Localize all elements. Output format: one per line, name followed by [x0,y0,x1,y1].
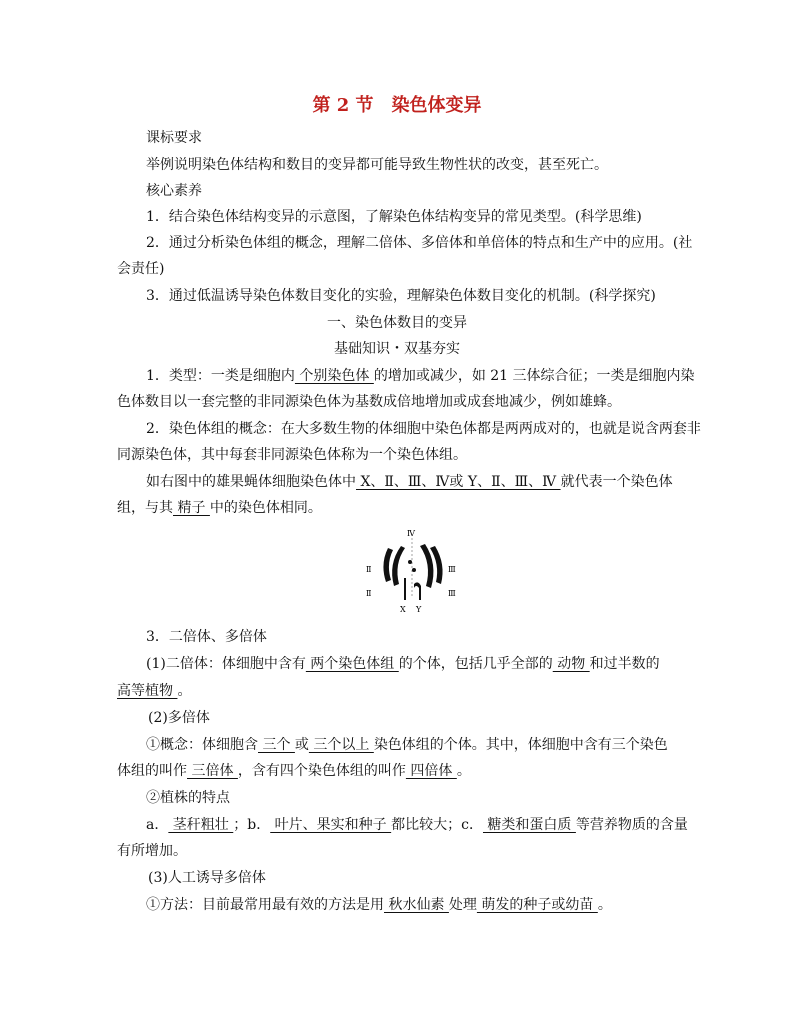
literacy-heading: 核心素养 [146,183,202,199]
label-iii: Ⅲ [448,589,456,598]
part1-subheading: 基础知识・双基夯实 [334,341,460,357]
fruit-fly-paragraph-cont: 组，与其 精子 中的染色体相同。 [117,500,322,516]
fruit-fly-paragraph: 如右图中的雄果蝇体细胞染色体中 X、Ⅱ、Ⅲ、Ⅳ或 Y、Ⅱ、Ⅲ、Ⅳ 就代表一个染色体 [146,474,673,490]
chromosome-y [414,582,421,600]
plant-features: a． 茎秆粗壮 ；b． 叶片、果实和种子 都比较大；c． 糖类和蛋白质 等营养物质的含量 [146,817,688,833]
answer-blank: 高等植物 [117,683,178,699]
chromosome-iv-dot [412,568,416,572]
section-title: 染色体变异 [391,95,482,116]
answer-blank: 个别染色体 [294,368,374,384]
diploid-paragraph-cont: 高等植物 。 [117,683,192,699]
answer-blank: 三个以上 [308,737,374,753]
answer-blank: 四倍体 [405,763,457,779]
polyploid-heading: (2)多倍体 [148,710,210,726]
literacy-item-2-cont: 会责任) [117,261,165,277]
answer-blank: 三个 [258,737,295,753]
chromosome-iii-right [420,544,433,588]
literacy-item-3: 3．通过低温诱导染色体数目变化的实验，理解染色体数目变化的机制。(科学探究) [146,288,656,304]
diploid-paragraph: (1)二倍体：体细胞中含有 两个染色体组 的个体，包括几乎全部的 动物 和过半数的 [146,656,660,672]
chromosome-set-concept-cont: 同源染色体，其中每套非同源染色体称为一个染色体组。 [117,447,467,463]
literacy-item-1: 1．结合染色体结构变异的示意图，了解染色体结构变异的常见类型。(科学思维) [146,209,642,225]
answer-blank: 萌发的种子或幼苗 [476,897,598,913]
induction-method: ①方法：目前最常用最有效的方法是用 秋水仙素 处理 萌发的种子或幼苗 。 [146,897,612,913]
label-x: X [400,605,406,614]
answer-blank: 糖类和蛋白质 [482,817,576,833]
artificial-induction-heading: (3)人工诱导多倍体 [148,870,266,886]
plant-features-cont: 有所增加。 [117,843,187,859]
answer-blank: 三倍体 [187,763,238,779]
answer-blank: 两个染色体组 [305,656,399,672]
chromosome-ii-left [383,548,393,582]
chromosome-x [404,578,406,600]
section-3-heading: 3．二倍体、多倍体 [146,629,267,645]
answer-blank: X、Ⅱ、Ⅲ、Ⅳ或 Y、Ⅱ、Ⅲ、Ⅳ [356,474,561,490]
answer-blank: 叶片、果实和种子 [270,817,392,833]
label-y: Y [416,605,422,614]
label-iii: Ⅲ [448,565,456,574]
label-iv: Ⅳ [407,529,415,538]
literacy-item-2: 2．通过分析染色体组的概念，理解二倍体、多倍体和单倍体的特点和生产中的应用。(社 [146,235,693,251]
fruit-fly-chromosome-figure [358,524,462,616]
type-paragraph-cont: 色体数目以一套完整的非同源染色体为基数成倍地增加或成套地减少，例如雄蜂。 [117,394,621,410]
requirements-heading: 课标要求 [146,130,202,146]
answer-blank: 精子 [173,500,210,516]
page-title [0,94,794,118]
part1-heading: 一、染色体数目的变异 [327,315,467,331]
polyploid-concept: ①概念：体细胞含 三个 或 三个以上 染色体组的个体。其中，体细胞中含有三个染色 [146,737,668,753]
answer-blank: 茎秆粗壮 [168,817,234,833]
type-paragraph: 1．类型：一类是细胞内 个别染色体 的增加或减少，如 21 三体综合征；一类是细胞内染 [146,368,695,384]
answer-blank: 动物 [552,656,590,672]
polyploid-concept-cont: 体组的叫作 三倍体 ，含有四个染色体组的叫作 四倍体 。 [117,763,471,779]
chromosome-iv-dot [408,560,412,564]
label-ii: Ⅱ [366,565,372,574]
label-ii: Ⅱ [366,589,372,598]
section-number: 第 2 节 [312,95,374,116]
requirements-text: 举例说明染色体结构和数目的变异都可能导致生物性状的改变，甚至死亡。 [146,157,608,173]
chromosome-iii-left [392,546,405,586]
answer-blank: 秋水仙素 [384,897,449,913]
plant-features-heading: ②植株的特点 [146,790,230,806]
chromosome-set-concept: 2．染色体组的概念：在大多数生物的体细胞中染色体都是两两成对的，也就是说含两套非 [146,421,701,437]
